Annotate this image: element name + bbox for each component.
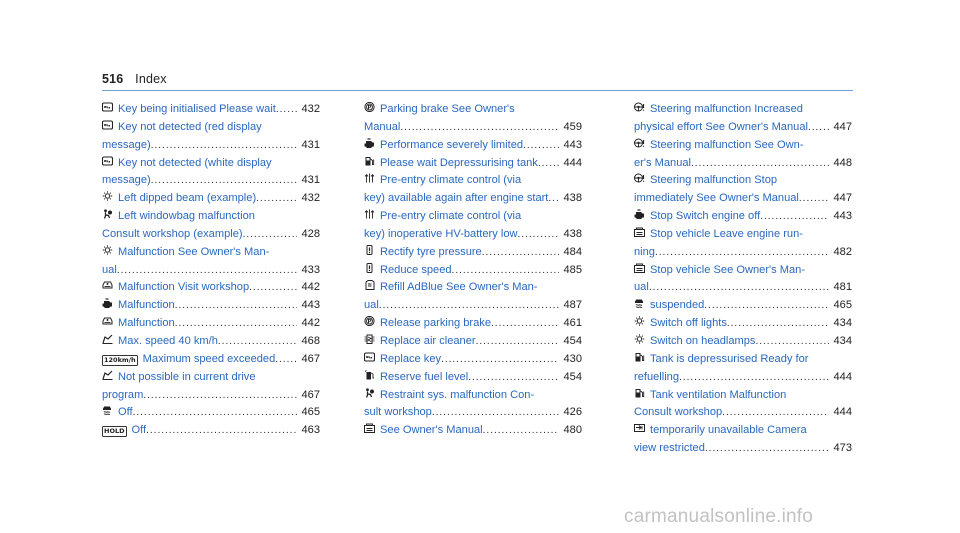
- drive-icon: [102, 370, 113, 380]
- leader-dots: [175, 315, 298, 333]
- index-entry[interactable]: [364, 101, 582, 137]
- leader-dots: [151, 137, 298, 155]
- index-entry-text[interactable]: Reduce speed: [380, 263, 452, 276]
- page-reference[interactable]: 482: [833, 245, 852, 258]
- page-reference[interactable]: 442: [301, 281, 320, 294]
- leader-dots: [722, 404, 829, 422]
- page-reference[interactable]: 448: [833, 156, 852, 169]
- index-entry-text[interactable]: Reserve fuel level: [380, 370, 469, 383]
- header-rule: [102, 90, 853, 91]
- index-entry-text[interactable]: Pre-entry climate control (via: [380, 174, 522, 187]
- page-reference[interactable]: 434: [833, 317, 852, 330]
- leader-dots: [276, 101, 298, 119]
- car-skid-icon: [634, 298, 645, 308]
- index-entry-text[interactable]: sult workshop: [364, 406, 432, 419]
- svg-text:P: P: [367, 105, 372, 111]
- leader-dots: [432, 404, 560, 422]
- leader-dots: [243, 226, 298, 244]
- leader-dots: [249, 279, 297, 297]
- page-reference[interactable]: 461: [563, 317, 582, 330]
- index-entry[interactable]: [102, 422, 320, 440]
- index-entry-text[interactable]: Malfunction Visit workshop: [118, 281, 250, 294]
- index-entry-text[interactable]: Replace key: [380, 352, 442, 365]
- index-entry-text[interactable]: Manual: [364, 120, 401, 133]
- leader-dots: [175, 297, 298, 315]
- index-entry[interactable]: [102, 404, 320, 422]
- leader-dots: [441, 351, 559, 369]
- index-entry-text[interactable]: refuelling: [634, 370, 680, 383]
- leader-dots: [705, 440, 830, 458]
- index-entry[interactable]: [634, 351, 852, 387]
- index-entry-text[interactable]: Key not detected (white display: [118, 156, 272, 169]
- index-entry-text[interactable]: Release parking brake: [380, 317, 492, 330]
- index-entry-text[interactable]: See Owner's Manual: [380, 424, 483, 437]
- leader-dots: [275, 351, 297, 369]
- tyre-icon: [364, 263, 375, 273]
- index-entry-text[interactable]: Malfunction: [118, 299, 175, 312]
- engine-icon: [634, 209, 645, 219]
- index-entry-text[interactable]: Malfunction See Owner's Man-: [118, 245, 270, 258]
- index-entry[interactable]: [102, 333, 320, 351]
- page-reference[interactable]: 468: [301, 334, 320, 347]
- page-reference[interactable]: 447: [833, 192, 852, 205]
- steering-icon: [634, 138, 645, 148]
- leader-dots: [117, 262, 298, 280]
- index-entry-text[interactable]: Consult workshop (example): [102, 227, 243, 240]
- watermark: carmanualsonline.info: [624, 506, 814, 527]
- index-entry-text[interactable]: Tank is depressurised Ready for: [650, 352, 809, 365]
- page-reference[interactable]: 443: [301, 299, 320, 312]
- index-entry[interactable]: [634, 101, 852, 137]
- index-entry-text[interactable]: temporarily unavailable Camera: [650, 424, 807, 437]
- leader-dots: [143, 387, 297, 405]
- index-entry[interactable]: [102, 315, 320, 333]
- leader-dots: [655, 244, 830, 262]
- index-entry-text[interactable]: Not possible in current drive: [118, 370, 256, 383]
- index-entry[interactable]: [102, 369, 320, 405]
- tyre-icon: [364, 245, 375, 255]
- index-entry[interactable]: [634, 226, 852, 262]
- page-reference[interactable]: 454: [563, 334, 582, 347]
- page-reference[interactable]: 465: [301, 406, 320, 419]
- camera-icon: [634, 423, 645, 433]
- leader-dots: [476, 333, 560, 351]
- index-entry-text[interactable]: Malfunction: [118, 317, 175, 330]
- page-reference[interactable]: 473: [833, 442, 852, 455]
- leader-dots: [760, 208, 829, 226]
- page-reference[interactable]: 428: [301, 227, 320, 240]
- index-entry[interactable]: [102, 101, 320, 119]
- page-reference[interactable]: 484: [563, 245, 582, 258]
- page-reference[interactable]: 443: [563, 138, 582, 151]
- index-entry-text[interactable]: Please wait Depressurising tank: [380, 156, 538, 169]
- index-entry-text[interactable]: Left dipped beam (example): [118, 192, 257, 205]
- index-entry[interactable]: [364, 244, 582, 262]
- index-entry-text[interactable]: Key being initialised Please wait: [118, 103, 276, 115]
- index-entry[interactable]: [364, 387, 582, 423]
- page-header: [102, 72, 167, 86]
- index-entry[interactable]: [364, 208, 582, 244]
- parking-brake-icon: [364, 102, 375, 112]
- leader-dots: [483, 422, 560, 440]
- index-entry-text[interactable]: er's Manual: [634, 156, 691, 169]
- leader-dots: [518, 226, 560, 244]
- index-entry[interactable]: [634, 315, 852, 333]
- page-reference[interactable]: 443: [833, 210, 852, 223]
- page-reference[interactable]: 467: [301, 352, 320, 365]
- index-entry-text[interactable]: Left windowbag malfunction: [118, 210, 255, 223]
- index-entry[interactable]: [634, 262, 852, 298]
- page-reference[interactable]: 481: [833, 281, 852, 294]
- index-entry-text[interactable]: Tank ventilation Malfunction: [650, 388, 787, 401]
- page-reference[interactable]: 442: [301, 317, 320, 330]
- index-entry[interactable]: [364, 279, 582, 315]
- steering-icon: [634, 102, 645, 112]
- index-entry-text[interactable]: key) available again after engine start: [364, 192, 549, 205]
- index-entry-text[interactable]: Stop Switch engine off: [650, 210, 761, 223]
- index-entry[interactable]: [102, 279, 320, 297]
- index-entry-text[interactable]: Steering malfunction Stop: [650, 174, 778, 187]
- index-entry[interactable]: [364, 333, 582, 351]
- index-entry[interactable]: [102, 208, 320, 244]
- steering-icon: [634, 173, 645, 183]
- page-reference[interactable]: 426: [563, 406, 582, 419]
- index-entry[interactable]: [634, 333, 852, 351]
- leader-dots: [379, 297, 560, 315]
- page-reference[interactable]: 487: [563, 299, 582, 312]
- page-reference[interactable]: 480: [563, 424, 582, 437]
- index-entry-text[interactable]: Off: [118, 406, 133, 419]
- leader-dots: [704, 297, 829, 315]
- parking-brake-icon: [364, 316, 375, 326]
- index-entry-text[interactable]: message): [102, 138, 151, 151]
- car-service-icon: [364, 423, 375, 433]
- page-reference[interactable]: 444: [563, 156, 582, 169]
- page-reference[interactable]: 430: [563, 352, 582, 365]
- leader-dots: [256, 190, 297, 208]
- leader-dots: [679, 369, 829, 387]
- index-column-2: [364, 101, 582, 440]
- index-entry-text[interactable]: key) inoperative HV-battery low: [364, 227, 518, 240]
- index-entry-text[interactable]: ual: [364, 299, 379, 312]
- index-entry-text[interactable]: ual: [634, 281, 649, 294]
- light-bulb-icon: [634, 316, 645, 326]
- page-reference[interactable]: 434: [833, 334, 852, 347]
- index-entry[interactable]: [364, 137, 582, 155]
- leader-dots: [799, 190, 830, 208]
- index-entry-text[interactable]: message): [102, 174, 151, 187]
- index-entry[interactable]: [634, 137, 852, 173]
- fuel-pump-icon: [364, 156, 375, 166]
- index-entry[interactable]: [364, 262, 582, 280]
- index-entry-text[interactable]: Rectify tyre pressure: [380, 245, 482, 258]
- leader-dots: [691, 155, 829, 173]
- page-number: 516: [102, 72, 124, 86]
- index-entry-text[interactable]: Max. speed 40 km/h: [118, 334, 218, 347]
- svg-text:P: P: [367, 319, 372, 326]
- index-column-3: [634, 101, 852, 458]
- page-reference[interactable]: 447: [833, 120, 852, 133]
- fuel-pump-icon: [634, 352, 645, 362]
- index-entry-text[interactable]: Parking brake See Owner's: [380, 103, 515, 115]
- index-entry[interactable]: [364, 172, 582, 208]
- index-entry-text[interactable]: Pre-entry climate control (via: [380, 210, 522, 223]
- leader-dots: [649, 279, 830, 297]
- light-bulb-icon: [102, 245, 113, 255]
- index-entry-text[interactable]: Key not detected (red display: [118, 120, 262, 133]
- leader-dots: [468, 369, 559, 387]
- index-entry-text[interactable]: Steering malfunction See Own-: [650, 138, 804, 151]
- climate-icon: [364, 209, 375, 219]
- page-reference[interactable]: 438: [563, 227, 582, 240]
- index-entry-text[interactable]: Maximum speed exceeded: [142, 352, 276, 365]
- leader-dots: [491, 315, 559, 333]
- speed-limit-icon: 120km/h: [104, 355, 136, 364]
- leader-dots: [523, 137, 559, 155]
- page-reference[interactable]: 454: [563, 370, 582, 383]
- index-entry-text[interactable]: Replace air cleaner: [380, 334, 476, 347]
- index-entry-text[interactable]: Refill AdBlue See Owner's Man-: [380, 281, 538, 294]
- index-entry[interactable]: [102, 351, 320, 369]
- index-entry[interactable]: [634, 172, 852, 208]
- climate-icon: [364, 173, 375, 183]
- page-reference[interactable]: 467: [301, 388, 320, 401]
- airbag-icon: [364, 388, 375, 398]
- page-reference[interactable]: 431: [301, 138, 320, 151]
- index-entry-text[interactable]: Switch on headlamps: [650, 334, 756, 347]
- leader-dots: [548, 190, 559, 208]
- page-reference[interactable]: 485: [563, 263, 582, 276]
- index-entry-text[interactable]: program: [102, 388, 144, 401]
- page-reference[interactable]: 433: [301, 263, 320, 276]
- section-title: Index: [135, 72, 167, 86]
- page-reference[interactable]: 444: [833, 370, 852, 383]
- index-entry[interactable]: [102, 155, 320, 191]
- index-entry[interactable]: [364, 351, 582, 369]
- index-entry[interactable]: [634, 297, 852, 315]
- airbag-icon: [102, 209, 113, 219]
- index-entry-text[interactable]: ual: [102, 263, 117, 276]
- index-entry[interactable]: [364, 369, 582, 387]
- index-entry[interactable]: [364, 315, 582, 333]
- leader-dots: [452, 262, 560, 280]
- leader-dots: [755, 333, 829, 351]
- index-entry-text[interactable]: suspended: [650, 299, 705, 312]
- index-entry[interactable]: [634, 208, 852, 226]
- fuel-reserve-icon: [364, 370, 375, 380]
- air-filter-icon: [364, 334, 375, 344]
- key-icon: [102, 102, 113, 112]
- key-icon: [364, 352, 375, 362]
- index-entry[interactable]: [102, 190, 320, 208]
- car-wrench-icon: [102, 316, 113, 326]
- index-entry-text[interactable]: Off: [131, 424, 147, 437]
- leader-dots: [133, 404, 298, 422]
- leader-dots: [727, 315, 830, 333]
- leader-dots: [808, 119, 830, 137]
- leader-dots: [400, 119, 559, 137]
- page-reference[interactable]: 432: [301, 103, 320, 115]
- index-entry-text[interactable]: ning: [634, 245, 655, 258]
- fuel-pump-icon: [634, 388, 645, 398]
- index-entry-text[interactable]: view restricted: [634, 442, 705, 455]
- key-icon: [102, 156, 113, 166]
- page-reference[interactable]: 431: [301, 174, 320, 187]
- index-entry[interactable]: [634, 387, 852, 423]
- key-icon: [102, 120, 113, 130]
- car-wrench-icon: [102, 280, 113, 290]
- leader-dots: [538, 155, 560, 173]
- engine-icon: [364, 138, 375, 148]
- index-entry[interactable]: [102, 297, 320, 315]
- page-reference[interactable]: 444: [833, 406, 852, 419]
- car-service-icon: [634, 227, 645, 237]
- index-column-1: [102, 101, 320, 440]
- index-entry[interactable]: [364, 155, 582, 173]
- index-entry[interactable]: [102, 119, 320, 155]
- leader-dots: [151, 172, 298, 190]
- index-entry-text[interactable]: Stop vehicle See Owner's Man-: [650, 263, 806, 276]
- index-entry-text[interactable]: immediately See Owner's Manual: [634, 192, 799, 205]
- light-bulb-icon: [102, 191, 113, 201]
- leader-dots: [218, 333, 298, 351]
- leader-dots: [146, 422, 297, 440]
- page-reference[interactable]: 465: [833, 299, 852, 312]
- page-reference[interactable]: 432: [301, 192, 320, 205]
- engine-icon: [102, 298, 113, 308]
- index-entry[interactable]: [634, 422, 852, 458]
- index-entry[interactable]: [364, 422, 582, 440]
- page-reference[interactable]: 459: [563, 120, 582, 133]
- car-service-icon: [634, 263, 645, 273]
- hold-icon: HOLD: [104, 427, 125, 436]
- leader-dots: [482, 244, 560, 262]
- index-entry-text[interactable]: Consult workshop: [634, 406, 723, 419]
- index-entry[interactable]: [102, 244, 320, 280]
- car-skid-icon: [102, 405, 113, 415]
- index-entry-text[interactable]: physical effort See Owner's Manual: [634, 120, 808, 133]
- index-entry-text[interactable]: Stop vehicle Leave engine run-: [650, 227, 803, 240]
- page-reference[interactable]: 463: [301, 424, 320, 437]
- drive-icon: [102, 334, 113, 344]
- index-entry-text[interactable]: Steering malfunction Increased: [650, 103, 803, 115]
- light-bulb-icon: [634, 334, 645, 344]
- index-entry-text[interactable]: Switch off lights: [650, 317, 727, 330]
- adblue-icon: [364, 280, 375, 290]
- index-entry-text[interactable]: Performance severely limited: [380, 138, 524, 151]
- page-reference[interactable]: 438: [563, 192, 582, 205]
- index-entry-text[interactable]: Restraint sys. malfunction Con-: [380, 388, 535, 401]
